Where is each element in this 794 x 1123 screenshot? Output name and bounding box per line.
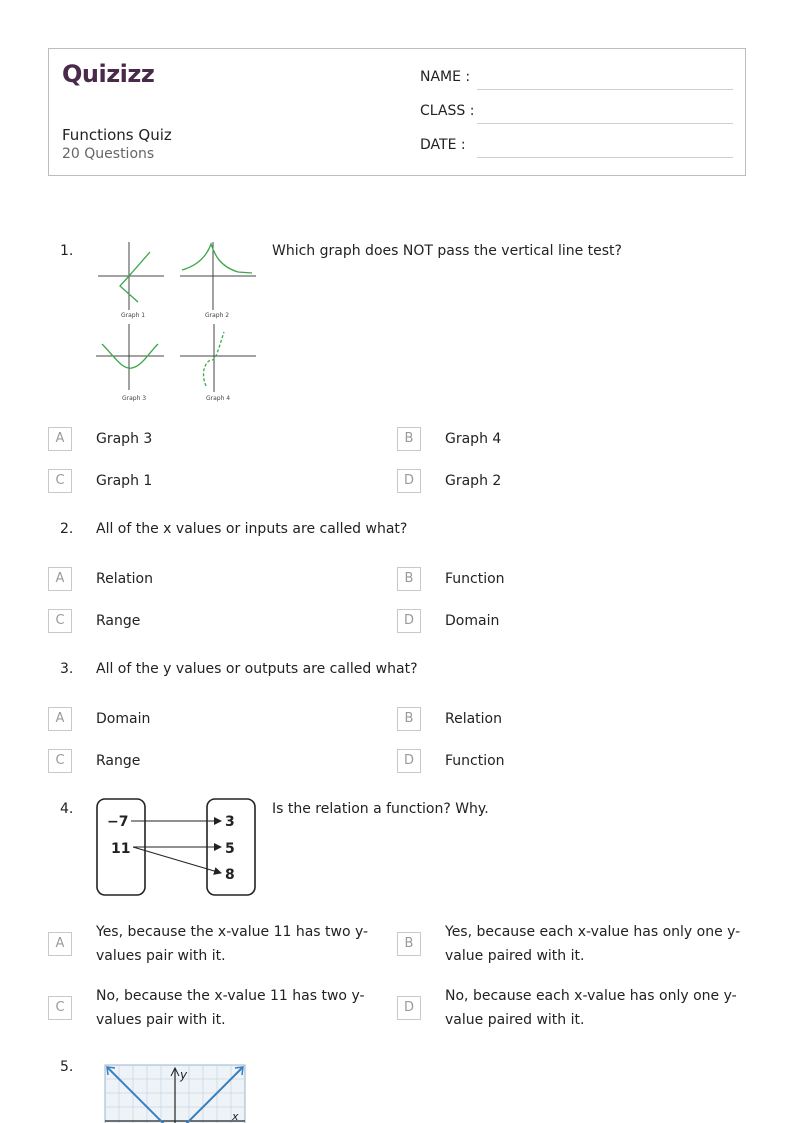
option-text: Yes, because each x-value has only one y-value paired with it. (445, 924, 741, 964)
range-value: 3 (225, 814, 235, 830)
question-number: 2. (60, 521, 74, 537)
question-text: All of the x values or inputs are called what? (96, 521, 408, 537)
option-letter-box[interactable]: D (397, 469, 421, 493)
option-letter-box[interactable]: C (48, 469, 72, 493)
option-text: Graph 3 (96, 431, 153, 447)
option-letter-box[interactable]: D (397, 749, 421, 773)
option-text: Range (96, 753, 141, 769)
question-text: All of the y values or outputs are called what? (96, 661, 418, 677)
date-line (477, 157, 733, 158)
option-text: Graph 1 (96, 473, 153, 489)
domain-value: 11 (111, 841, 131, 857)
vertical-line-test-graphs (92, 236, 262, 406)
domain-value: −7 (107, 814, 129, 830)
graph-4 (180, 324, 256, 402)
option-text: Function (445, 571, 505, 587)
mapping-diagram (95, 797, 260, 897)
option-text: Relation (96, 571, 153, 587)
option-letter-box[interactable]: D (397, 996, 421, 1020)
question-number: 3. (60, 661, 74, 677)
question-count: 20 Questions (62, 146, 155, 162)
option-letter-box[interactable]: B (397, 707, 421, 731)
option-text: Domain (445, 613, 500, 629)
x-axis-label: x (232, 1110, 239, 1123)
option-text: Relation (445, 711, 502, 727)
graph-1 (98, 242, 164, 319)
option-text: Function (445, 753, 505, 769)
quizizz-logo: Quizizz (62, 60, 155, 88)
option-letter-box[interactable]: C (48, 996, 72, 1020)
date-label: DATE : (420, 137, 466, 153)
graph-3 (96, 324, 164, 402)
class-line (477, 123, 733, 124)
option-text: Domain (96, 711, 151, 727)
question-number: 1. (60, 243, 74, 259)
question-number: 5. (60, 1059, 74, 1075)
worksheet-header (48, 48, 746, 176)
graph-2 (180, 242, 256, 319)
range-value: 8 (225, 867, 235, 883)
graph-label: Graph 4 (206, 395, 231, 402)
option-text: Graph 2 (445, 473, 502, 489)
graph-label: Graph 2 (205, 312, 230, 319)
option-letter-box[interactable]: C (48, 609, 72, 633)
option-text: Range (96, 613, 141, 629)
question-number: 4. (60, 801, 74, 817)
name-label: NAME : (420, 69, 471, 85)
name-line (477, 89, 733, 90)
option-letter-box[interactable]: D (397, 609, 421, 633)
quiz-title: Functions Quiz (62, 126, 172, 144)
graph-label: Graph 1 (121, 312, 146, 319)
option-letter-box[interactable]: B (397, 932, 421, 956)
option-letter-box[interactable]: A (48, 427, 72, 451)
range-value: 5 (225, 841, 235, 857)
graph-label: Graph 3 (122, 395, 147, 402)
absolute-value-graph (104, 1064, 246, 1123)
option-text: No, because each x-value has only one y-value paired with it. (445, 988, 737, 1028)
option-letter-box[interactable]: A (48, 567, 72, 591)
option-text: Graph 4 (445, 431, 502, 447)
question-text: Is the relation a function? Why. (272, 801, 489, 817)
option-letter-box[interactable]: A (48, 932, 72, 956)
class-label: CLASS : (420, 103, 475, 119)
option-letter-box[interactable]: C (48, 749, 72, 773)
option-text: Yes, because the x-value 11 has two y-values pair with it. (96, 924, 369, 964)
y-axis-label: y (180, 1068, 188, 1082)
option-letter-box[interactable]: B (397, 567, 421, 591)
option-text: No, because the x-value 11 has two y-values pair with it. (96, 988, 365, 1028)
option-letter-box[interactable]: B (397, 427, 421, 451)
option-letter-box[interactable]: A (48, 707, 72, 731)
question-text: Which graph does NOT pass the vertical line test? (272, 243, 622, 259)
